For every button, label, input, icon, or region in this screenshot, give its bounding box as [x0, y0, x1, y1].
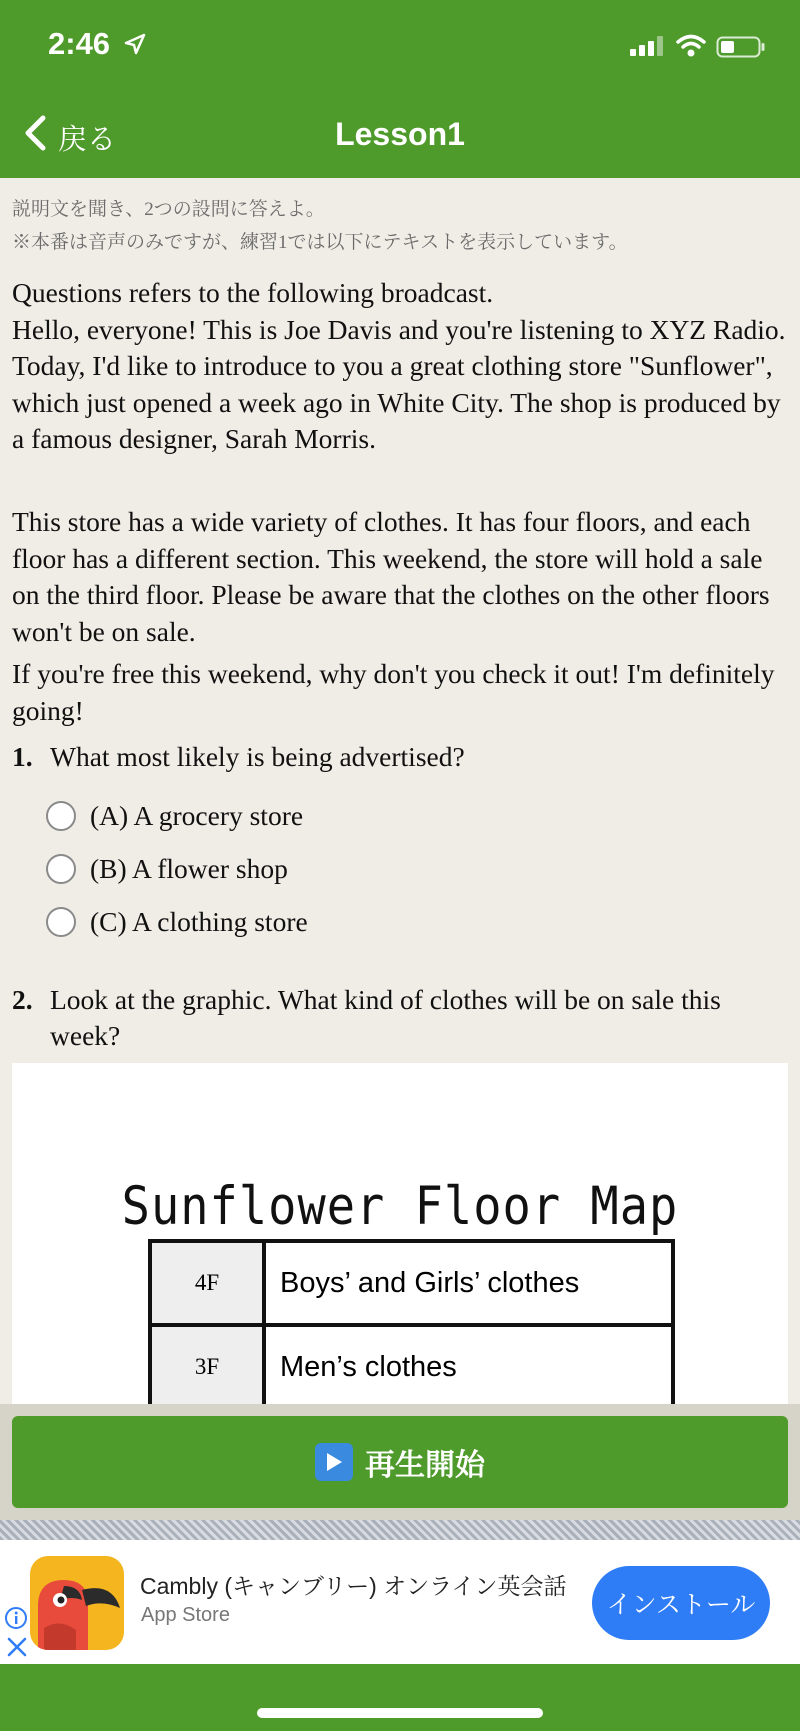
passage-paragraph-3: If you're free this weekend, why don't you check it out! I'm definitely going!	[12, 658, 775, 726]
lesson-content[interactable]	[0, 178, 800, 1404]
floor-map-title: Sunflower Floor Map	[121, 1175, 679, 1238]
option-a-label: (A) A grocery store	[90, 800, 304, 831]
floor-section: Men’s clothes	[264, 1325, 673, 1404]
floor-row	[150, 1241, 673, 1325]
location-arrow-icon	[124, 33, 146, 60]
question-1-text: What most likely is being advertised?	[50, 741, 465, 772]
back-label: 戻る	[58, 123, 117, 156]
battery-icon	[716, 36, 766, 63]
ad-title: Cambly (キャンブリー) オンライン英会話	[140, 1573, 567, 1599]
passage-paragraph-1: Questions refers to the following broadcast. Hello, everyone! This is Joe Davis and you're listening to XYZ Radio. Today, I'd like to introduce to you a great clothing store "Sunflower", which just opened a week ago in White City. The shop is produced by a famous designer, Sarah Morris.	[12, 277, 786, 454]
radio-button-icon[interactable]	[46, 801, 76, 831]
home-indicator[interactable]	[257, 1708, 543, 1718]
play-start-button[interactable]	[12, 1416, 788, 1508]
radio-button-icon[interactable]	[46, 907, 76, 937]
question-1	[12, 739, 772, 775]
floor-row	[150, 1325, 673, 1404]
question-2-text: Look at the graphic. What kind of clothes will be on sale this week?	[50, 984, 721, 1051]
floor-section: Boys’ and Girls’ clothes	[264, 1241, 673, 1325]
nav-bar	[0, 100, 800, 178]
instruction-line-2: ※本番は音声のみですが、練習1では以下にテキストを表示しています。	[12, 232, 628, 253]
passage-paragraph-2: This store has a wide variety of clothes. It has four floors, and each floor has a different section. This weekend, the store will hold a sale on the third floor. Please be aware that the clothes on the other floors won't be on sale.	[12, 506, 770, 647]
status-bar	[0, 0, 800, 100]
floor-label: 4F	[150, 1241, 264, 1325]
status-time: 2:46	[48, 26, 111, 61]
question-2	[12, 982, 772, 1054]
ad-banner[interactable]	[0, 1540, 800, 1664]
wifi-icon	[676, 34, 706, 63]
floor-map-table	[148, 1239, 675, 1404]
floor-map-graphic	[12, 1063, 788, 1404]
option-c-label: (C) A clothing store	[90, 906, 308, 937]
play-icon	[315, 1443, 353, 1481]
home-indicator-bar	[0, 1664, 800, 1731]
instruction-line-1: 説明文を聞き、2つの設問に答えよ。	[12, 199, 325, 220]
page-title: Lesson1	[335, 116, 465, 152]
play-start-label: 再生開始	[365, 1449, 485, 1482]
player-bar	[0, 1404, 800, 1520]
ad-subtitle: App Store	[141, 1604, 230, 1626]
install-button[interactable]: インストール	[592, 1566, 770, 1640]
radio-button-icon[interactable]	[46, 854, 76, 884]
ad-info-icon[interactable]	[4, 1606, 28, 1635]
option-c[interactable]	[46, 906, 308, 938]
floor-label: 3F	[150, 1325, 264, 1404]
ad-close-icon[interactable]	[6, 1636, 28, 1663]
option-a[interactable]	[46, 800, 303, 832]
cellular-signal-icon	[630, 36, 664, 61]
app-logo-icon[interactable]	[30, 1556, 124, 1650]
option-b-label: (B) A flower shop	[90, 853, 288, 884]
option-b[interactable]	[46, 853, 288, 885]
question-2-number: 2.	[12, 984, 33, 1015]
question-1-number: 1.	[12, 741, 33, 772]
ad-divider	[0, 1520, 800, 1540]
